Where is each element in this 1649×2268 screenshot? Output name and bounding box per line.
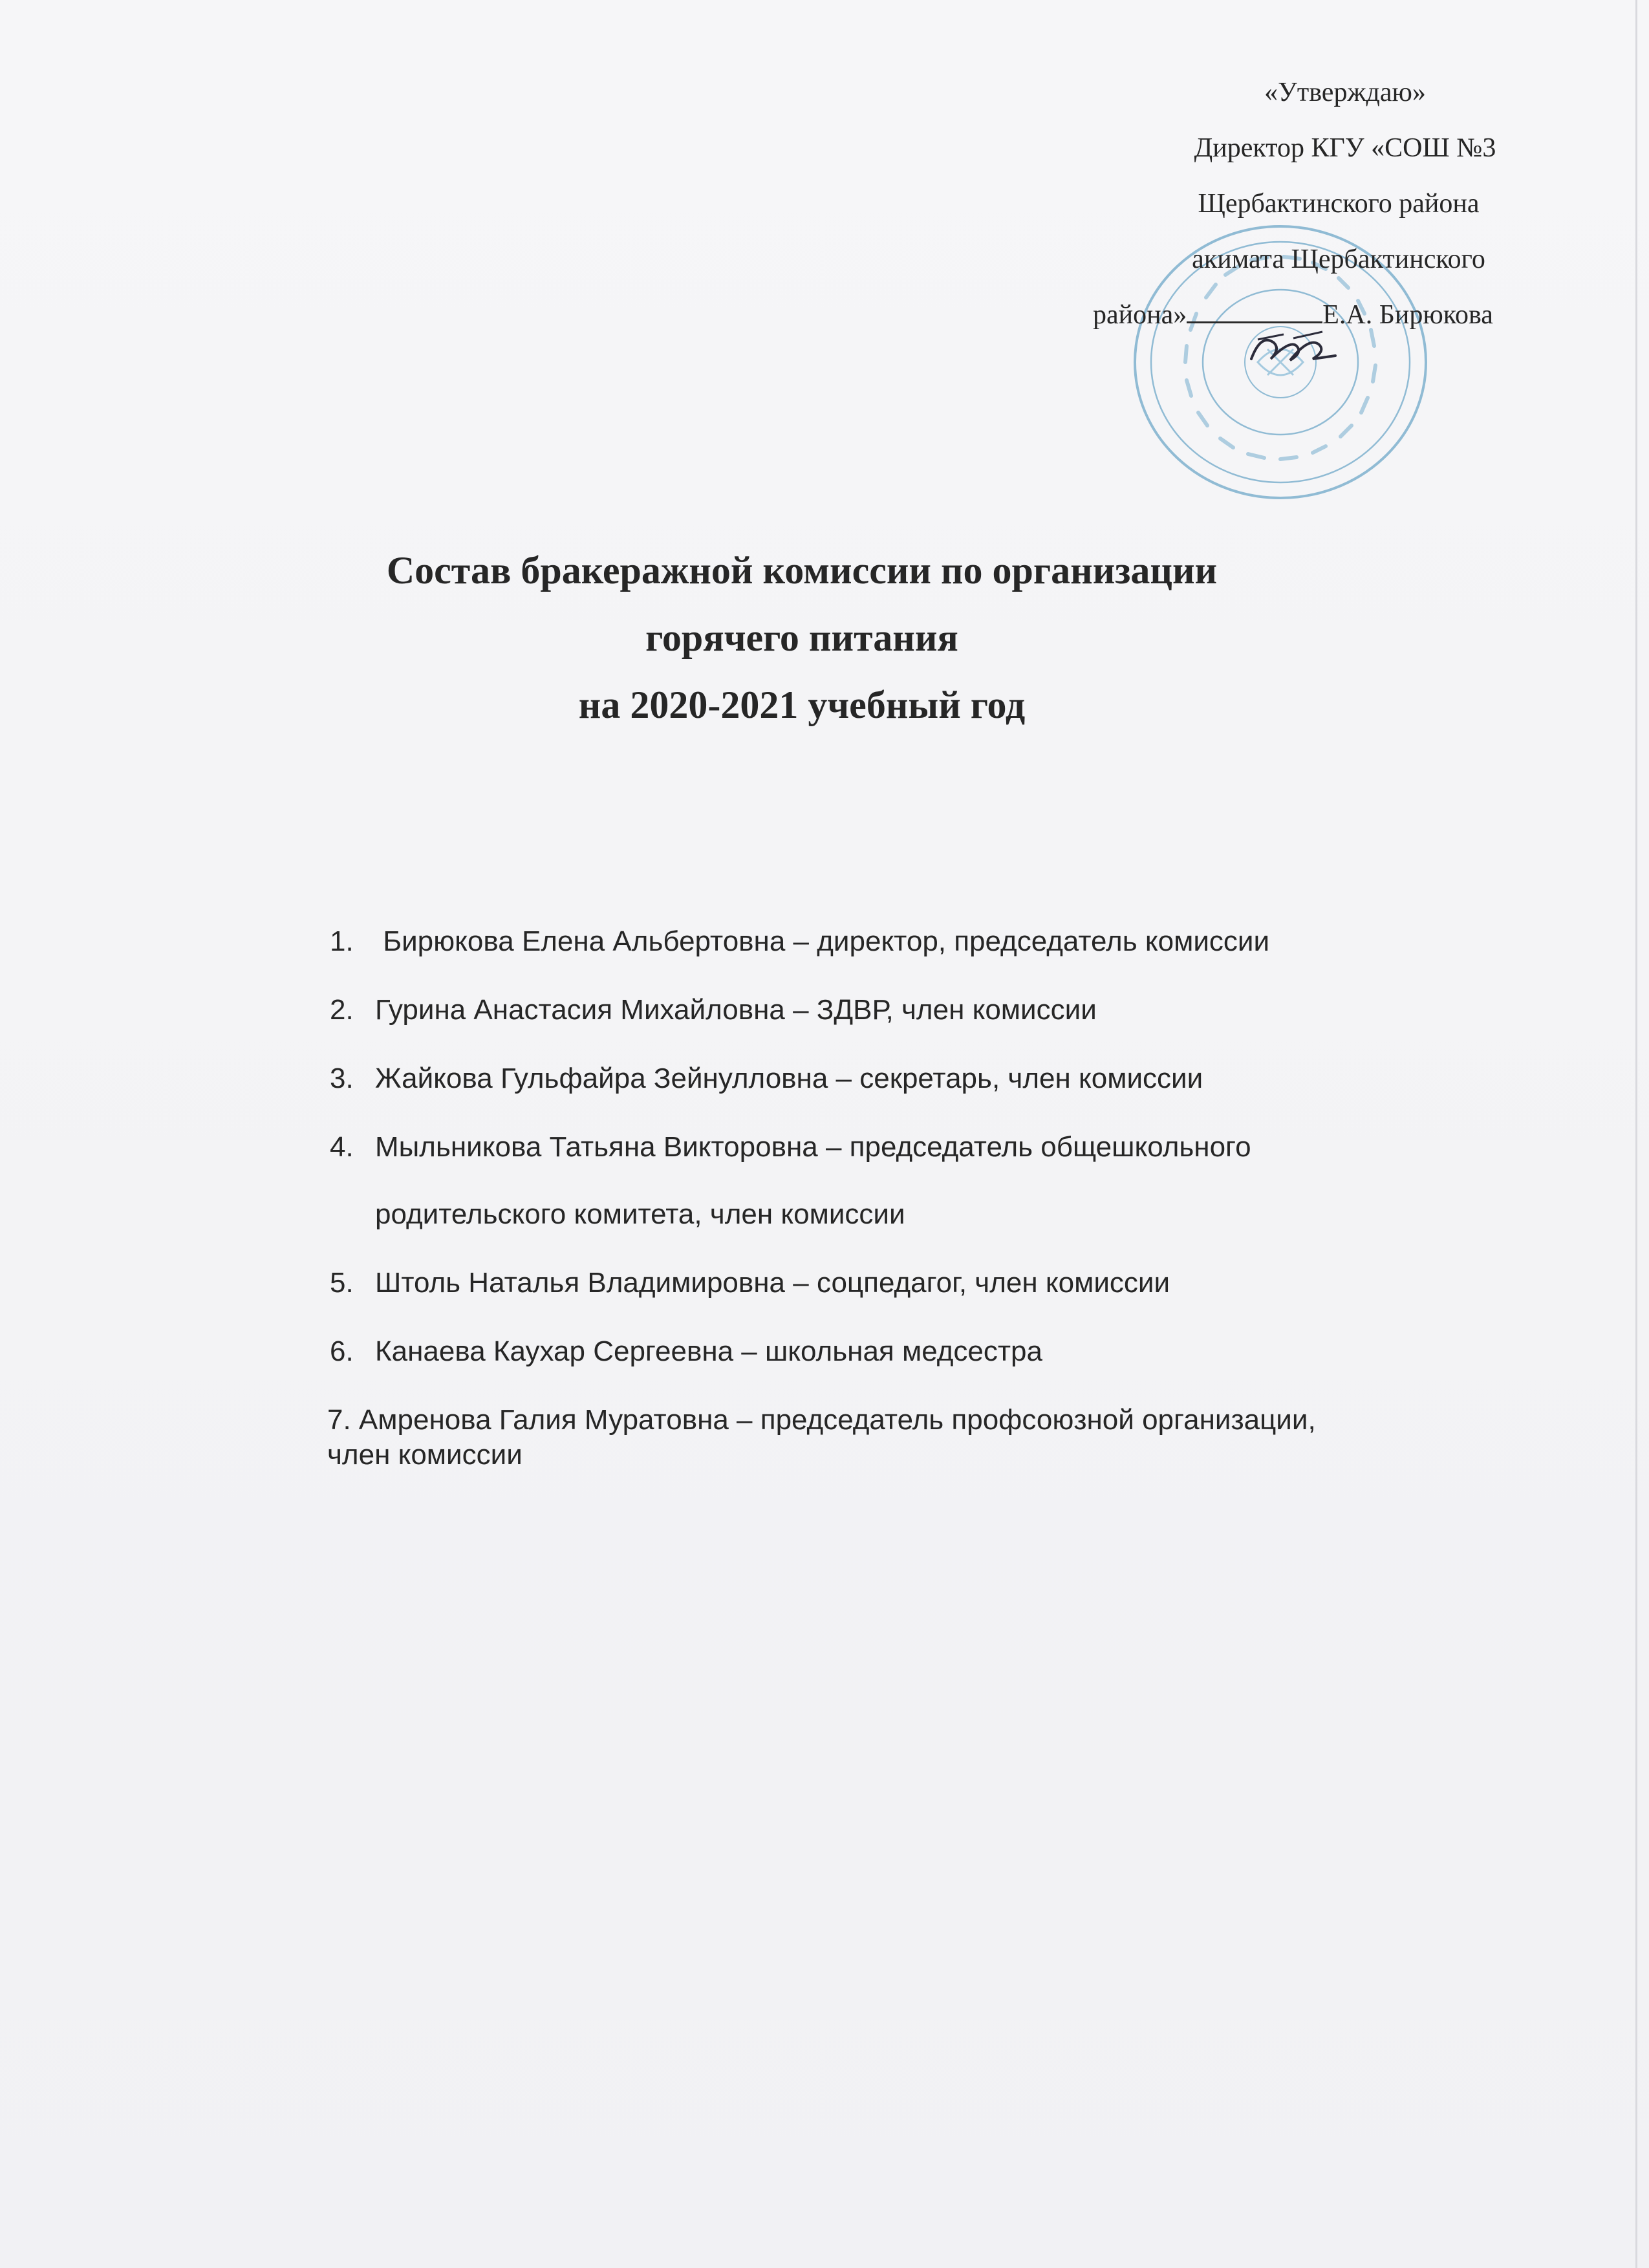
approval-akimat: акимата Щербактинского xyxy=(1192,244,1485,274)
approval-signature-line xyxy=(1086,287,1578,343)
list-item xyxy=(330,1062,1558,1096)
list-item xyxy=(330,1266,1558,1300)
title-line-1: Состав бракеражной комиссии по организации xyxy=(386,549,1218,592)
list-item-text: Бирюкова Елена Альбертовна – директор, председатель комиссии xyxy=(375,925,1270,957)
list-item-number: 4. xyxy=(330,1131,354,1163)
title-line-3: на 2020-2021 учебный год xyxy=(578,684,1026,726)
list-item xyxy=(327,1403,1556,1472)
list-item-text: Жайкова Гульфайра Зейнулловна – секретарь, член комиссии xyxy=(375,1063,1203,1094)
list-item xyxy=(330,993,1558,1027)
commission-members-list xyxy=(327,925,1558,1507)
list-item-continuation: родительского комитета, член комиссии xyxy=(375,1198,905,1230)
list-item-text: Гурина Анастасия Михайловна – ЗДВР, член комиссии xyxy=(375,994,1097,1026)
approval-district-suffix: района» xyxy=(1093,300,1187,330)
list-item-number: 6. xyxy=(330,1335,354,1367)
approval-block xyxy=(1086,65,1578,343)
list-item-number: 3. xyxy=(330,1063,354,1094)
list-item-number: 1. xyxy=(330,925,354,957)
list-item-text: 7. Амренова Галия Муратовна – председатель профсоюзной организации, xyxy=(327,1404,1316,1436)
list-item-text: Канаева Каухар Сергеевна – школьная медсестра xyxy=(375,1335,1042,1367)
list-item xyxy=(330,1335,1558,1368)
list-item xyxy=(330,925,1558,958)
title-line-2: горячего питания xyxy=(645,616,958,659)
approval-position: Директор КГУ «СОШ №3 xyxy=(1194,133,1496,163)
approval-heading: «Утверждаю» xyxy=(1264,78,1426,107)
list-item-text: Штоль Наталья Владимировна – соцпедагог, член комиссии xyxy=(375,1267,1170,1299)
approval-director-name: Е.А. Бирюкова xyxy=(1322,300,1493,330)
list-item-continuation: член комиссии xyxy=(327,1439,523,1471)
list-item-number: 5. xyxy=(330,1267,354,1299)
list-item xyxy=(330,1130,1558,1231)
page-edge xyxy=(1635,0,1637,2268)
list-item-text: Мыльникова Татьяна Викторовна – председатель общешкольного xyxy=(375,1131,1251,1163)
approval-district: Щербактинского района xyxy=(1198,189,1480,219)
document-title xyxy=(194,537,1410,739)
list-item-number: 2. xyxy=(330,994,354,1026)
signature-blank xyxy=(1187,299,1322,323)
